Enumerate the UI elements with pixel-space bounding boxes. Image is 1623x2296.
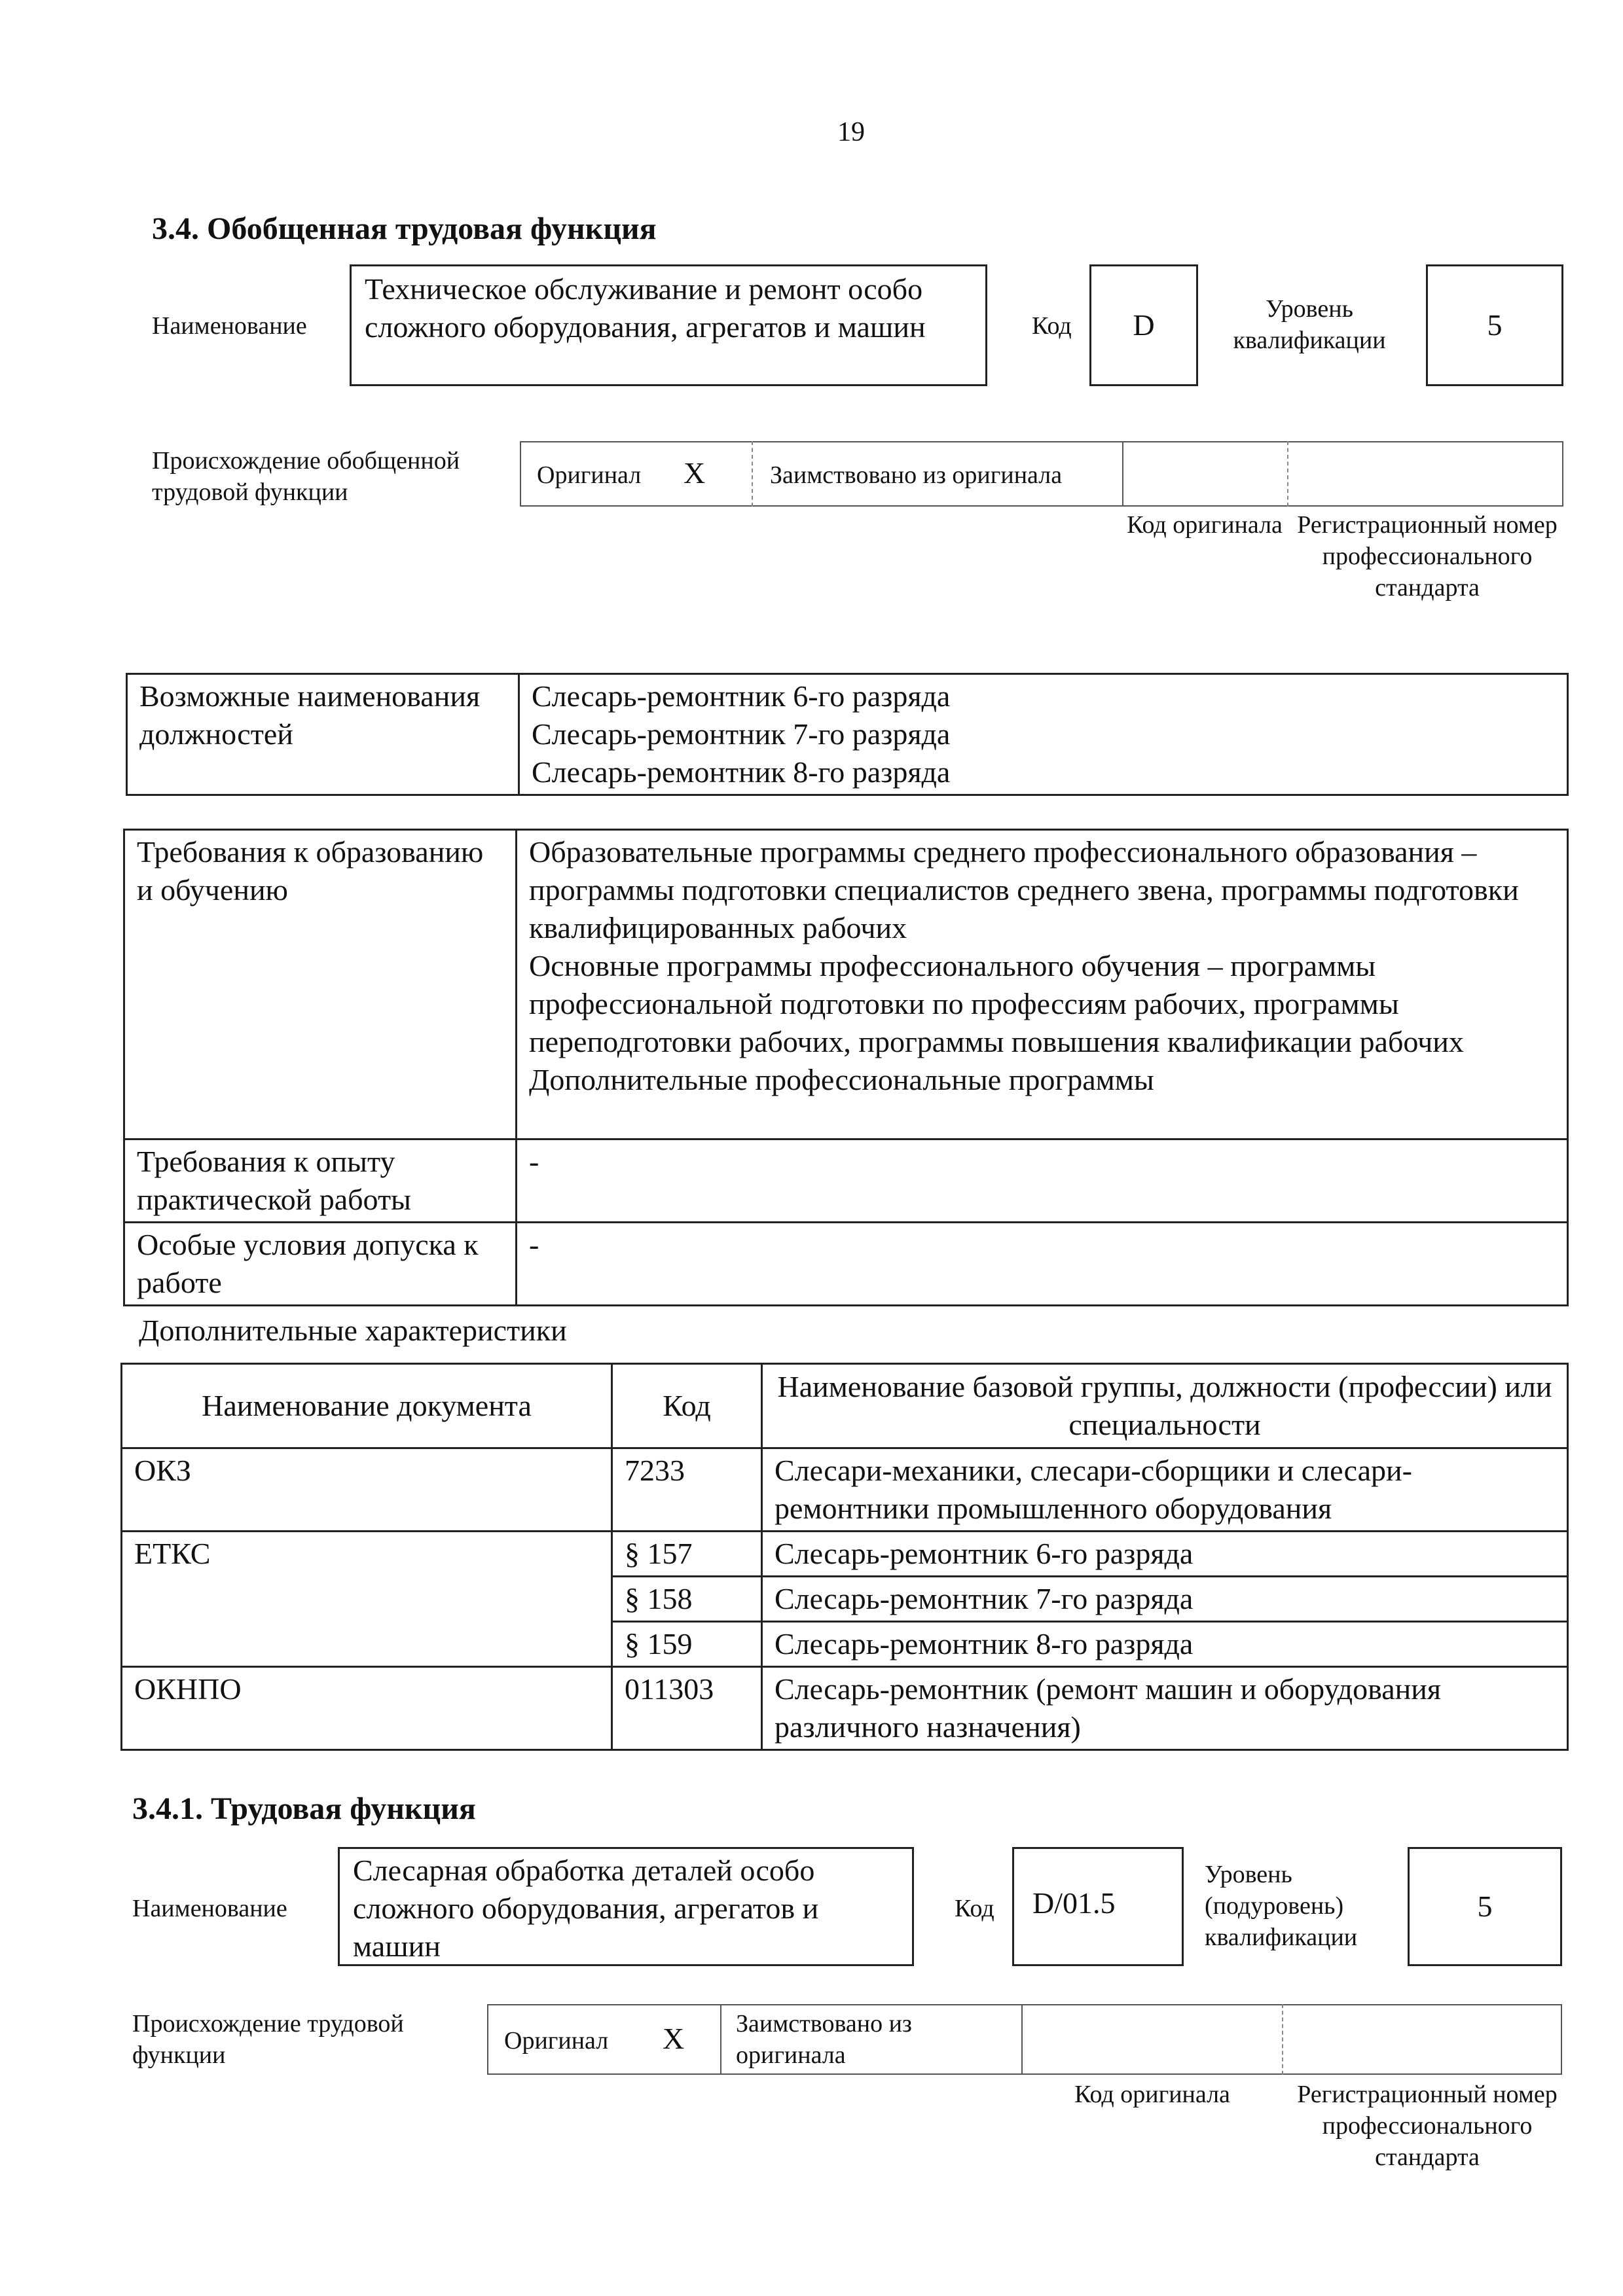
borrowed-label: Заимствовано из оригинала — [770, 461, 1063, 489]
table-row — [122, 1532, 1568, 1577]
name-value: Техническое обслуживание и ремонт особо сложного оборудования, агрегатов и машин — [365, 272, 926, 344]
education-label: Требования к образованию и обучению — [124, 830, 517, 1139]
row-doc: ОКЗ — [122, 1448, 612, 1532]
position-item: Слесарь-ремонтник 8-го разряда — [532, 755, 951, 789]
sub-original-mark: X — [663, 2022, 685, 2055]
positions-label: Возможные наименования должностей — [127, 674, 519, 795]
sub-level-label: Уровень (подуровень) квалификации — [1205, 1861, 1358, 1951]
origin-label: Происхождение обобщенной трудовой функции — [152, 447, 460, 506]
sub-origin-divider-3 — [1282, 2004, 1283, 2075]
table-row — [122, 1667, 1568, 1750]
sub-name-label: Наименование — [132, 1895, 287, 1922]
row-name: Слесарь-ремонтник 8-го разряда — [762, 1622, 1568, 1667]
experience-label: Требования к опыту практической работы — [124, 1139, 517, 1223]
level-label: Уровень квалификации — [1233, 295, 1386, 354]
origin-code-label: Код оригинала — [1127, 511, 1283, 539]
row-name: Слесарь-ремонтник (ремонт машин и оборудования различного назначения) — [762, 1667, 1568, 1750]
sub-origin-divider-1 — [720, 2004, 721, 2075]
level-value: 5 — [1487, 308, 1503, 342]
access-label: Особые условия допуска к работе — [124, 1223, 517, 1306]
name-box — [350, 264, 987, 386]
positions-list — [519, 674, 1568, 795]
sub-code-label: Код — [955, 1895, 994, 1922]
name-label: Наименование — [152, 312, 307, 340]
origin-divider-3 — [1287, 441, 1288, 507]
row-doc: ОКНПО — [122, 1667, 612, 1750]
requirements-table — [123, 829, 1569, 1306]
sub-origin-box — [487, 2004, 1562, 2075]
code-value: D — [1133, 308, 1155, 342]
row-name: Слесарь-ремонтник 6-го разряда — [762, 1532, 1568, 1577]
row-name: Слесарь-ремонтник 7-го разряда — [762, 1577, 1568, 1622]
row-doc: ЕТКС — [122, 1532, 612, 1667]
additional-title: Дополнительные характеристики — [139, 1314, 567, 1347]
education-value: Образовательные программы среднего профессионального образования – программы подготовки специалистов среднего звена, программы подготовки квалифицированных рабочих Основные программы профессионального обучения – программы профессиональной подготовки по профессиям рабочих, программы переподготовки рабочих, программы повышения квалификации рабочих Дополнительные профессиональные программы — [517, 830, 1568, 1139]
row-code: § 158 — [612, 1577, 762, 1622]
section-title: 3.4. Обобщенная трудовая функция — [152, 211, 657, 246]
sub-original-label: Оригинал — [504, 2027, 609, 2054]
sub-name-box — [338, 1847, 914, 1966]
code-label: Код — [1032, 312, 1072, 340]
sub-origin-label: Происхождение трудовой функции — [132, 2010, 404, 2069]
sub-name-value: Слесарная обработка деталей особо сложного оборудования, агрегатов и машин — [353, 1854, 819, 1963]
sub-level-value: 5 — [1477, 1890, 1493, 1923]
row-name: Слесари-механики, слесари-сборщики и слесари-ремонтники промышленного оборудования — [762, 1448, 1568, 1532]
subsection-title: 3.4.1. Трудовая функция — [132, 1791, 476, 1826]
access-value: - — [517, 1223, 1568, 1306]
positions-table — [126, 673, 1569, 796]
additional-table — [120, 1363, 1569, 1751]
sub-code-value: D/01.5 — [1032, 1886, 1116, 1920]
sub-origin-code-label: Код оригинала — [1074, 2081, 1230, 2108]
position-item: Слесарь-ремонтник 7-го разряда — [532, 717, 951, 751]
table-row — [122, 1448, 1568, 1532]
sub-origin-divider-2 — [1021, 2004, 1023, 2075]
header-doc: Наименование документа — [122, 1364, 612, 1448]
origin-divider-2 — [1122, 441, 1123, 507]
row-code: 7233 — [612, 1448, 762, 1532]
reg-number-label: Регистрационный номер профессионального стандарта — [1297, 511, 1558, 601]
row-code: § 157 — [612, 1532, 762, 1577]
level-box — [1426, 264, 1563, 386]
original-mark: X — [684, 456, 706, 490]
header-name: Наименование базовой группы, должности (профессии) или специальности — [762, 1364, 1568, 1448]
row-code: 011303 — [612, 1667, 762, 1750]
original-label: Оригинал — [537, 461, 642, 489]
experience-value: - — [517, 1139, 1568, 1223]
sub-borrowed-label: Заимствовано из оригинала — [736, 2010, 912, 2069]
origin-divider-1 — [752, 441, 753, 507]
sub-code-box — [1012, 1847, 1184, 1966]
page-number: 19 — [837, 117, 865, 147]
sub-reg-number-label: Регистрационный номер профессионального стандарта — [1297, 2081, 1558, 2171]
sub-level-box — [1408, 1847, 1562, 1966]
position-item: Слесарь-ремонтник 6-го разряда — [532, 679, 951, 713]
row-code: § 159 — [612, 1622, 762, 1667]
code-box — [1089, 264, 1198, 386]
header-code: Код — [612, 1364, 762, 1448]
